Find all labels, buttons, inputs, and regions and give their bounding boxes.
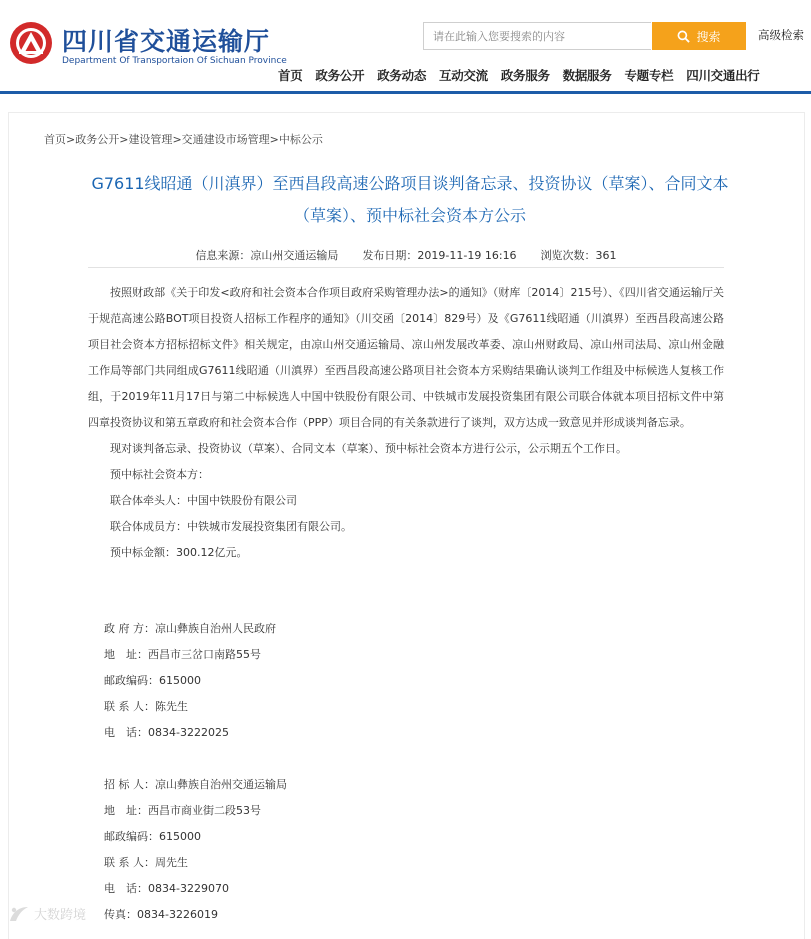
breadcrumb bbox=[44, 131, 323, 147]
article-date: 发布日期：2019-11-19 16:16 bbox=[362, 249, 517, 262]
nav-sichuan-travel[interactable]: 四川交通出行 bbox=[686, 68, 760, 83]
article-title: G7611线昭通（川滇界）至西昌段高速公路项目谈判备忘录、投资协议（草案）、合同文本（草案）、预中标社会资本方公示 bbox=[91, 174, 729, 225]
watermark bbox=[8, 904, 86, 923]
tenderer-address: 地 址：西昌市商业街二段53号 bbox=[104, 804, 261, 817]
department-emblem-icon[interactable] bbox=[8, 20, 54, 66]
tenderer-fax: 传真：0834-3226019 bbox=[104, 908, 218, 921]
body-paragraph: 预中标社会资本方： bbox=[110, 468, 209, 481]
gov-postcode: 邮政编码：615000 bbox=[104, 674, 201, 687]
breadcrumb-separator: > bbox=[66, 133, 76, 146]
tenderer-postcode: 邮政编码：615000 bbox=[104, 830, 201, 843]
body-paragraph: 联合体成员方：中铁城市发展投资集团有限公司。 bbox=[110, 520, 352, 533]
tenderer-phone: 电 话：0834-3229070 bbox=[104, 882, 229, 895]
nav-gov-info[interactable]: 政务公开 bbox=[315, 68, 365, 83]
search-icon bbox=[677, 30, 690, 43]
tenderer-contact-person: 联 系 人：周先生 bbox=[104, 856, 188, 869]
body-paragraph: 联合体牵头人：中国中铁股份有限公司 bbox=[110, 494, 297, 507]
watermark-text: 大数跨境 bbox=[34, 908, 87, 923]
breadcrumb-home[interactable]: 首页 bbox=[44, 133, 66, 146]
article-body bbox=[88, 280, 724, 566]
main-nav bbox=[278, 66, 772, 86]
nav-gov-services[interactable]: 政务服务 bbox=[500, 68, 550, 83]
site-header bbox=[0, 0, 811, 92]
breadcrumb-gov-info[interactable]: 政务公开 bbox=[75, 133, 120, 146]
government-contact bbox=[104, 616, 276, 746]
nav-gov-news[interactable]: 政务动态 bbox=[377, 68, 427, 83]
body-paragraph: 现对谈判备忘录、投资协议（草案）、合同文本（草案）、预中标社会资本方进行公示，公示期五个工作日。 bbox=[110, 442, 627, 455]
gov-contact-person: 联 系 人：陈先生 bbox=[104, 700, 188, 713]
article-meta bbox=[88, 238, 724, 268]
nav-special-topics[interactable]: 专题专栏 bbox=[624, 68, 674, 83]
nav-data-services[interactable]: 数据服务 bbox=[562, 68, 612, 83]
body-paragraph: 按照财政部《关于印发<政府和社会资本合作项目政府采购管理办法>的通知》（财库〔2014〕215号）、《四川省交通运输厅关于规范高速公路BOT项目投资人招标工作程序的通知》（川交函〔2014〕829号）及《G7611线昭通（川滇界）至西昌段高速公路项目社会资本方招标招标文件》相关规定，由凉山州交通运输局、凉山州发展改革委、凉山州财政局、凉山州司法局、凉山州金融工作局等部门共同组成G7611线昭通（川滇界）至西昌段高速公路项目社会资本方采购结果确认谈判工作组及中标候选人复核工作组，于2019年11月17日与第二中标候选人中国中铁股份有限公司、中铁城市发展投资集团有限公司联合体就本项目招标文件中第四章投资协议和第五章政府和社会资本合作（PPP）项目合同的有关条款进行了谈判，双方达成一致意见并形成谈判备忘录。 bbox=[88, 286, 724, 429]
breadcrumb-bid-notice[interactable]: 中标公示 bbox=[278, 133, 323, 146]
article-source: 信息来源：凉山州交通运输局 bbox=[195, 249, 339, 262]
article-views: 浏览次数：361 bbox=[540, 249, 617, 262]
breadcrumb-separator: > bbox=[269, 133, 279, 146]
nav-interaction[interactable]: 互动交流 bbox=[439, 68, 488, 83]
search-button-label: 搜索 bbox=[696, 29, 721, 44]
site-title[interactable]: 四川省交通运输厅 bbox=[62, 27, 271, 56]
site-subtitle: Department Of Transportaion Of Sichuan Province bbox=[62, 56, 287, 66]
breadcrumb-separator: > bbox=[119, 133, 129, 146]
body-paragraph: 预中标金额：300.12亿元。 bbox=[110, 546, 248, 559]
search-input[interactable] bbox=[423, 22, 651, 50]
nav-home[interactable]: 首页 bbox=[278, 68, 303, 83]
breadcrumb-separator: > bbox=[172, 133, 182, 146]
gov-address: 地 址：西昌市三岔口南路55号 bbox=[104, 648, 261, 661]
header-divider bbox=[0, 91, 811, 94]
tenderer-party: 招 标 人：凉山彝族自治州交通运输局 bbox=[104, 778, 287, 791]
gov-phone: 电 话：0834-3222025 bbox=[104, 726, 229, 739]
advanced-search-link[interactable]: 高级检索 bbox=[758, 28, 804, 42]
tenderer-contact bbox=[104, 772, 287, 928]
search-button[interactable] bbox=[652, 22, 746, 50]
gov-party: 政 府 方：凉山彝族自治州人民政府 bbox=[104, 622, 276, 635]
breadcrumb-market[interactable]: 交通建设市场管理 bbox=[181, 133, 270, 146]
breadcrumb-construction[interactable]: 建设管理 bbox=[128, 133, 173, 146]
watermark-logo-icon bbox=[8, 905, 30, 923]
